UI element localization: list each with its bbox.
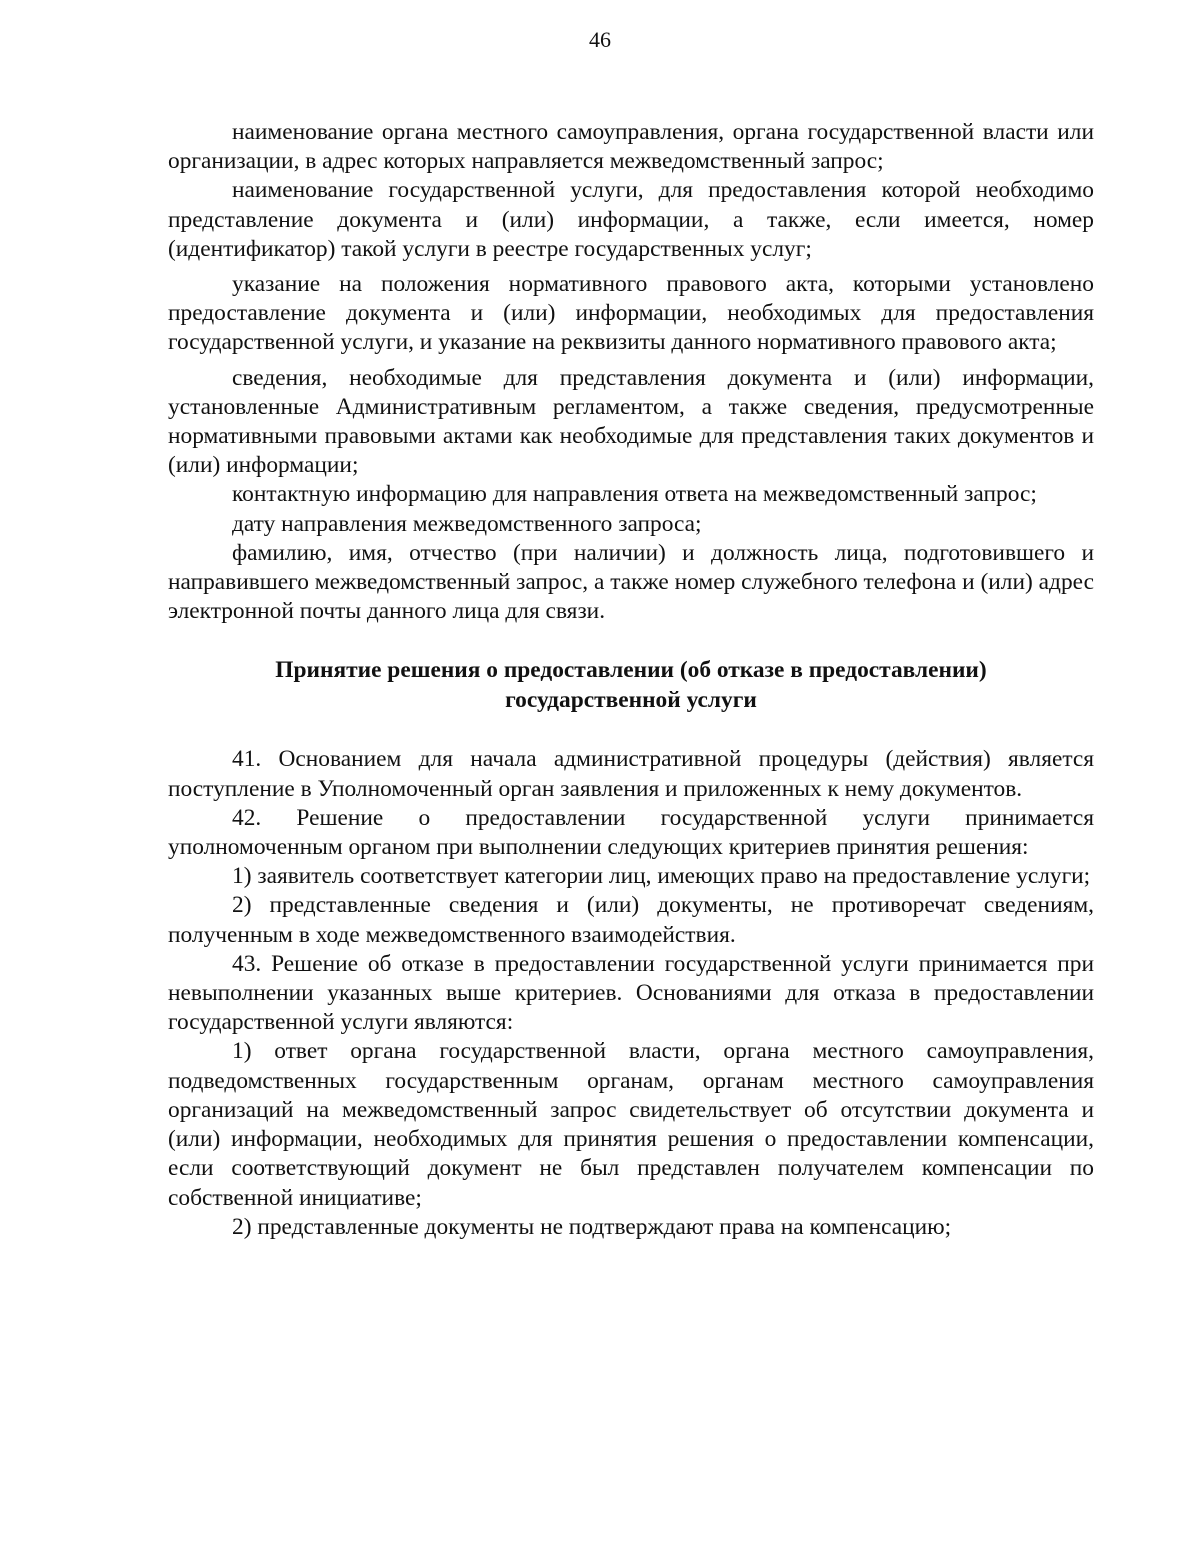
- section-heading-line: Принятие решения о предоставлении (об отказе в предоставлении): [275, 657, 987, 684]
- paragraph: сведения, необходимые для представления документа и (или) информации, установленные Административным регламентом, а также сведения, предусмотренные нормативными правовыми актами как необходимые для представления таких документов и (или) информации;: [168, 364, 1094, 479]
- paragraph-item-41: 41. Основанием для начала административной процедуры (действия) является поступление в Уполномоченный орган заявления и приложенных к нему документов.: [168, 746, 1094, 802]
- list-item: 1) ответ органа государственной власти, органа местного самоуправления, подведомственных государственным органам, органам местного самоуправления организаций на межведомственный запрос свидетельствует об отсутствии документа и (или) информации, необходимых для принятия решения о предоставлении компенсации, если соответствующий документ не был представлен получателем компенсации по собственной инициативе;: [168, 1038, 1094, 1211]
- list-item: 2) представленные документы не подтверждают права на компенсацию;: [232, 1213, 952, 1240]
- paragraph-item-43: 43. Решение об отказе в предоставлении государственной услуги принимается при невыполнении указанных выше критериев. Основаниями для отказа в предоставлении государственной услуги являются:: [168, 950, 1094, 1036]
- section-heading-line: государственной услуги: [505, 686, 757, 713]
- list-item: 2) представленные сведения и (или) документы, не противоречат сведениям, полученным в ходе межведомственного взаимодействия.: [168, 892, 1094, 948]
- section-heading: [168, 656, 1094, 715]
- document-body: [168, 118, 1094, 1242]
- paragraph: указание на положения нормативного правового акта, которыми установлено предоставление документа и (или) информации, необходимых для предоставления государственной услуги, и указание на реквизиты данного нормативного правового акта;: [168, 271, 1094, 356]
- paragraph: дату направления межведомственного запроса;: [232, 510, 702, 537]
- paragraph: наименование государственной услуги, для предоставления которой необходимо представление документа и (или) информации, а также, если имеется, номер (идентификатор) такой услуги в реестре государственных услуг;: [168, 177, 1094, 262]
- paragraph-item-42: 42. Решение о предоставлении государственной услуги принимается уполномоченным органом при выполнении следующих критериев принятия решения:: [168, 804, 1094, 861]
- paragraph: контактную информацию для направления ответа на межведомственный запрос;: [232, 481, 1037, 508]
- list-item: 1) заявитель соответствует категории лиц, имеющих право на предоставление услуги;: [232, 863, 1091, 890]
- paragraph: наименование органа местного самоуправления, органа государственной власти или организации, в адрес которых направляется межведомственный запрос;: [168, 119, 1094, 175]
- page-number: 46: [589, 27, 611, 52]
- paragraph: фамилию, имя, отчество (при наличии) и должность лица, подготовившего и направившего межведомственный запрос, а также номер служебного телефона и (или) адрес электронной почты данного лица для связи.: [168, 539, 1094, 625]
